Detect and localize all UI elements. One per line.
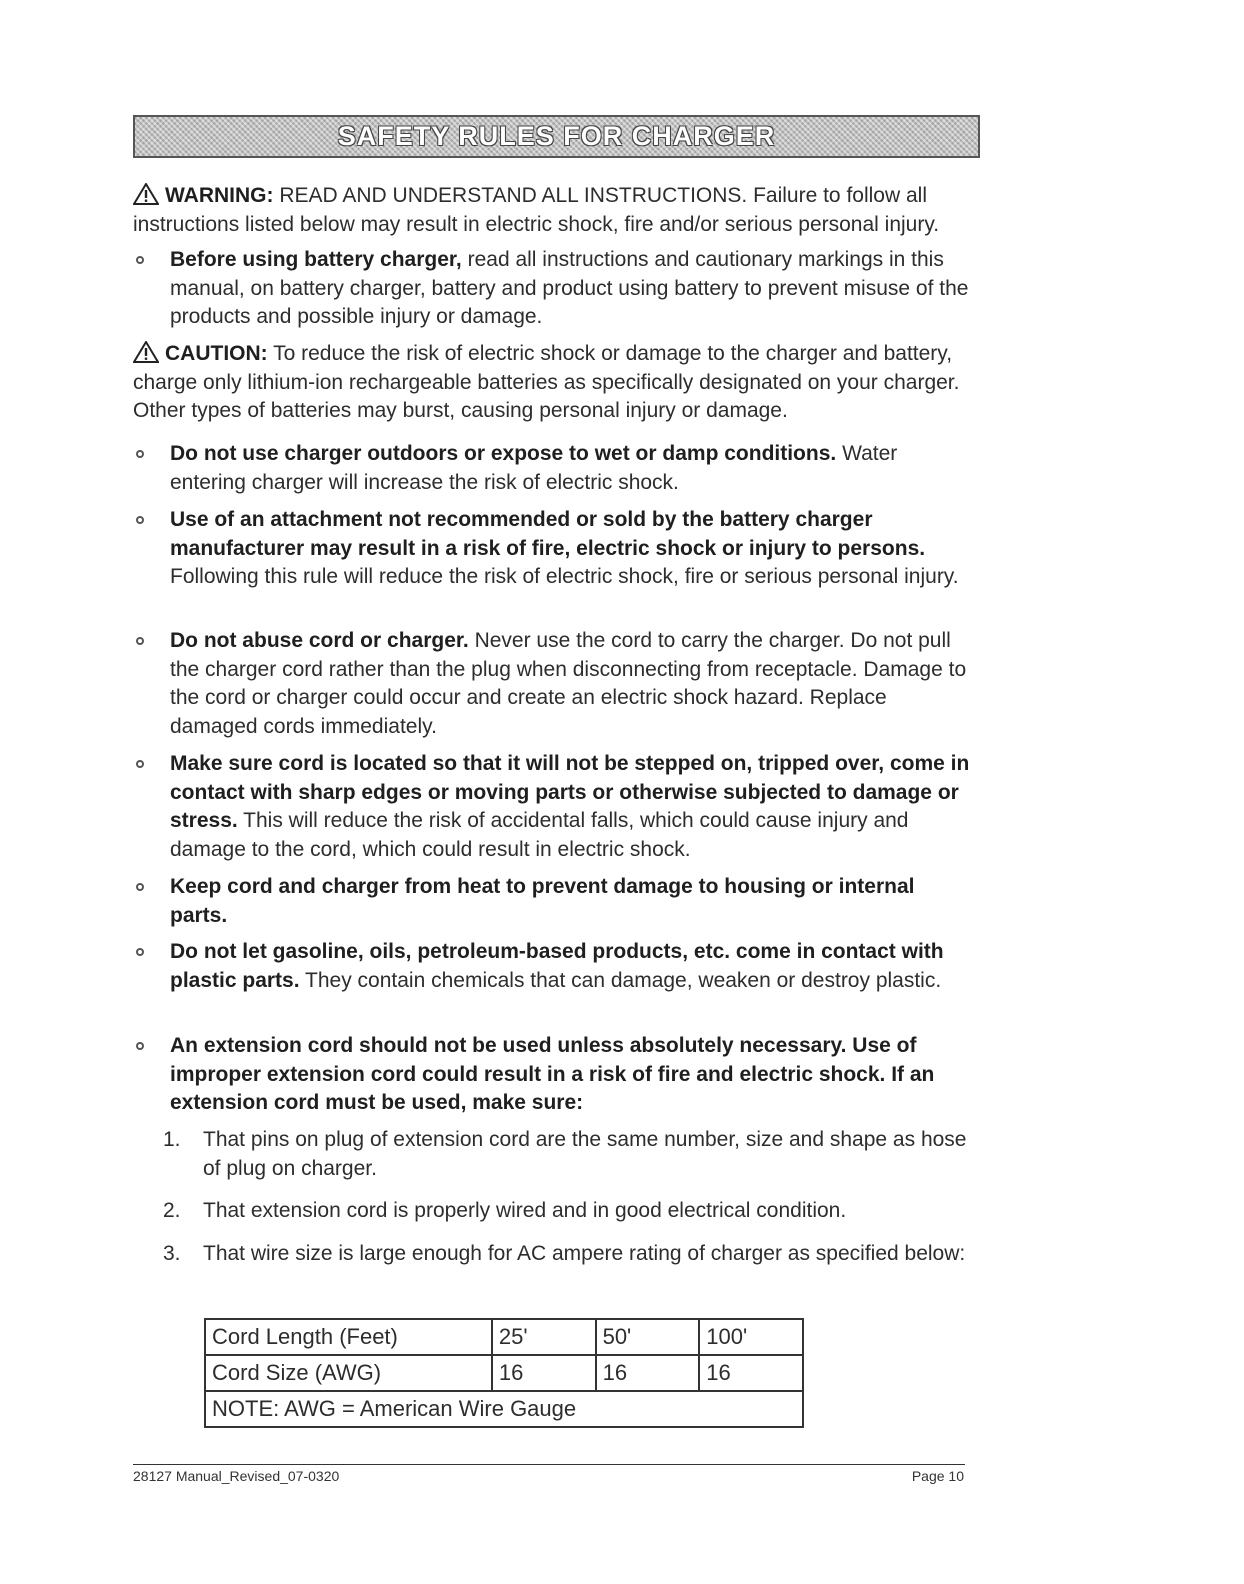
rule-text: Water entering charger will increase the risk of electric shock.: [170, 442, 898, 494]
footer-divider: [133, 1464, 965, 1465]
rule-bold: Make sure cord is located so that it will not be stepped on, tripped over, come in contact with sharp edges or moving parts or otherwise subjected to damage or stress.: [170, 752, 970, 832]
numbered-item: [163, 1126, 973, 1183]
table-cell: 50': [596, 1319, 700, 1355]
warning-triangle-icon: [133, 183, 159, 205]
section-title: SAFETY RULES FOR CHARGER: [337, 121, 776, 151]
table-note: NOTE: AWG = American Wire Gauge: [205, 1391, 803, 1427]
warning-text: READ AND UNDERSTAND ALL INSTRUCTIONS. Failure to follow all instructions listed below may result in electric shock, fire and/or serious personal injury.: [133, 184, 940, 236]
table-cell: Cord Size (AWG): [205, 1355, 492, 1391]
table-row: [205, 1391, 803, 1427]
bullet-circle-icon: [136, 760, 144, 768]
item-text: That extension cord is properly wired and in good electrical condition.: [203, 1199, 847, 1222]
item-number: 2.: [163, 1199, 181, 1222]
section-banner: [133, 115, 980, 158]
table-cell: Cord Length (Feet): [205, 1319, 492, 1355]
bullet-circle-icon: [136, 637, 144, 645]
footer-page-number: Page 10: [911, 1468, 964, 1484]
bullet-circle-icon: [136, 256, 144, 264]
bullet-circle-icon: [136, 516, 144, 524]
rule-bold: Before using battery charger,: [170, 248, 462, 271]
list-item: [136, 750, 976, 864]
list-item: [136, 440, 976, 497]
numbered-item: [163, 1240, 973, 1269]
rule-bold: Do not abuse cord or charger.: [170, 629, 469, 652]
rule-bold: Keep cord and charger from heat to prevent damage to housing or internal parts.: [170, 875, 915, 927]
table-row: [205, 1319, 803, 1355]
rule-bold: Use of an attachment not recommended or sold by the battery charger manufacturer may result in a risk of fire, electric shock or injury to persons.: [170, 508, 926, 560]
list-item: [136, 627, 976, 741]
item-number: 3.: [163, 1242, 181, 1265]
item-text: That wire size is large enough for AC ampere rating of charger as specified below:: [203, 1242, 966, 1265]
item-text: That pins on plug of extension cord are the same number, size and shape as hose of plug on charger.: [203, 1128, 967, 1180]
rule-text: read all instructions and cautionary markings in this manual, on battery charger, battery and product using battery to prevent misuse of the products and possible injury or damage.: [170, 248, 969, 328]
item-number: 1.: [163, 1128, 181, 1151]
list-item: [136, 873, 976, 930]
caution-paragraph: [133, 340, 973, 426]
table-cell: 25': [492, 1319, 596, 1355]
rule-text: This will reduce the risk of accidental falls, which could cause injury and damage to the cord, which could result in electric shock.: [170, 809, 909, 861]
table-cell: 100': [699, 1319, 803, 1355]
table-cell: 16: [492, 1355, 596, 1391]
list-item: [136, 938, 976, 995]
warning-paragraph: [133, 182, 973, 239]
rule-text: They contain chemicals that can damage, weaken or destroy plastic.: [299, 968, 942, 992]
cord-size-table: [204, 1318, 804, 1428]
rule-text: Following this rule will reduce the risk of electric shock, fire or serious personal injury.: [170, 565, 959, 588]
bullet-circle-icon: [136, 948, 144, 956]
caution-text: To reduce the risk of electric shock or damage to the charger and battery, charge only lithium-ion rechargeable batteries as specifically designated on your charger. Other types of batteries may burst, causing personal injury or damage.: [133, 342, 960, 422]
numbered-item: [163, 1197, 973, 1226]
footer-document-id: 28127 Manual_Revised_07-0320: [133, 1468, 340, 1484]
caution-label: CAUTION:: [165, 342, 268, 365]
table-row: [205, 1355, 803, 1391]
bullet-circle-icon: [136, 1042, 144, 1050]
rule-text: Never use the cord to carry the charger. Do not pull the charger cord rather than the plug when disconnecting from receptacle. Damage to the cord or charger could occur and create an electric shock hazard. Replace damaged cords immediately.: [170, 629, 967, 738]
list-item: [136, 506, 976, 592]
list-item: [136, 1032, 976, 1118]
bullet-circle-icon: [136, 450, 144, 458]
rule-bold: An extension cord should not be used unless absolutely necessary. Use of improper extension cord could result in a risk of fire and electric shock. If an extension cord must be used, make sure:: [170, 1034, 935, 1114]
rule-bold: Do not let gasoline, oils, petroleum-based products, etc. come in contact with plastic parts.: [170, 940, 944, 992]
list-item: [136, 246, 976, 332]
bullet-circle-icon: [136, 883, 144, 891]
table-cell: 16: [699, 1355, 803, 1391]
table-cell: 16: [596, 1355, 700, 1391]
rule-bold: Do not use charger outdoors or expose to wet or damp conditions.: [170, 442, 837, 465]
warning-label: WARNING:: [165, 184, 274, 207]
warning-triangle-icon: [133, 341, 159, 363]
